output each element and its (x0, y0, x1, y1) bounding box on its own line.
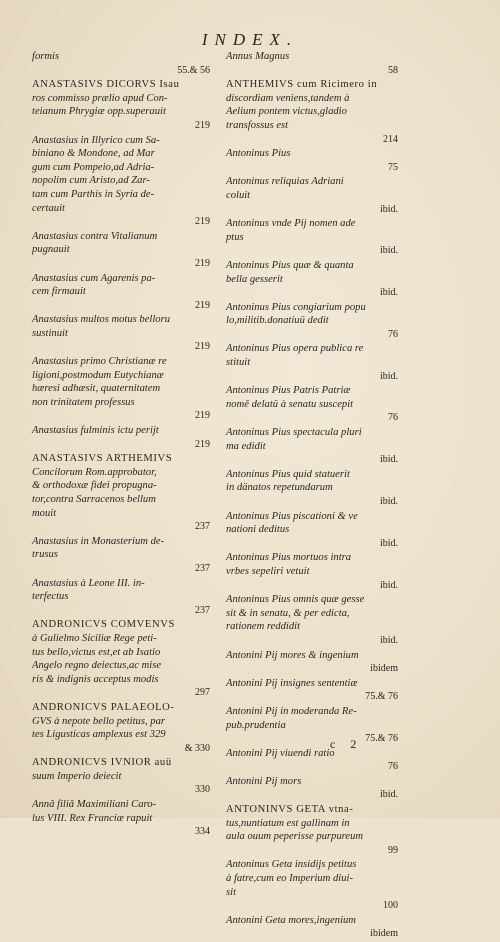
page-reference: 237 (195, 604, 210, 616)
page-reference: 334 (195, 826, 210, 838)
entry-line: Anastasius contra Vitalianum (32, 230, 158, 242)
entry-line: tes Ligusticas amplexus est 329 (32, 729, 166, 741)
index-entry (32, 230, 216, 271)
index-entry (226, 551, 404, 592)
entry-line: à fatre,cum eo Imperium diui- (226, 873, 354, 885)
entry-line: lo,militib.donatiuü dedit (226, 315, 329, 327)
index-entry (226, 426, 404, 467)
entry-line: coluit (226, 189, 251, 201)
page-reference: 219 (195, 410, 210, 422)
entry-line: Anastasius fulminis ictu perijt (32, 425, 159, 437)
entry-line: Antoninus Pius quæ & quanta (226, 259, 354, 271)
entry-line: trusus (32, 549, 58, 561)
entry-line: pub.prudentia (226, 719, 286, 731)
entry-line: rationem reddidit (226, 621, 301, 633)
entry-line: Antoninus reliquias Adriani (226, 176, 344, 188)
entry-line: sustinuit (32, 327, 68, 339)
page-reference: 58 (388, 64, 398, 76)
index-entry (32, 798, 216, 839)
entry-line: Antoninus Pius spectacula pluri (226, 427, 362, 439)
page-reference: ibid. (379, 203, 398, 215)
entry-line: Antoninus Pius opera publica re (226, 343, 364, 355)
entry-line: in dänatos repetundarum (226, 482, 333, 494)
entry-line: Annâ filiâ Maximiliani Caro- (32, 799, 157, 811)
entry-line: ANDRONICVS COMVENVS (32, 619, 175, 631)
entry-line: Concilorum Rom.approbator, (32, 466, 157, 478)
page-reference: ibid. (379, 370, 398, 382)
index-entry (226, 50, 404, 77)
entry-line: nopolim cum Aristo,ad Zar- (32, 175, 150, 187)
entry-line: Antoninus Geta insidijs petitus (226, 859, 357, 871)
entry-line: ANTONINVS GETA vtna- (226, 804, 354, 816)
page-reference: 76 (388, 412, 398, 424)
page-reference: ibid. (379, 454, 398, 466)
page-reference: 219 (195, 341, 210, 353)
index-entry (32, 577, 216, 618)
left-index-column (32, 50, 216, 840)
entry-line: gum cum Pompeio,ad Adria- (32, 161, 155, 173)
index-entry (226, 747, 404, 774)
page-reference: & 330 (184, 742, 210, 754)
entry-line: vrbes sepeliri vetuit (226, 565, 310, 577)
entry-line: tor,contra Sarracenos bellum (32, 494, 156, 505)
index-entry (32, 50, 216, 77)
index-entry (226, 705, 404, 746)
index-entry (32, 134, 216, 229)
entry-line: Anastasius in Monasterium de- (32, 535, 165, 547)
entry-line: sit (226, 886, 237, 898)
page-reference: 75.& 76 (365, 691, 398, 703)
entry-line: Antonini Pij viuendi ratio (226, 747, 335, 759)
page-reference: 219 (195, 438, 210, 450)
entry-line: Antoninus Pius (226, 148, 291, 160)
right-index-column (226, 50, 404, 942)
page-reference: 219 (195, 119, 210, 131)
index-entry (226, 677, 404, 704)
page-reference: 99 (388, 844, 398, 856)
entry-line: sit & in senatu, & per edicta, (226, 607, 350, 619)
entry-line: Antoninus Pius mortuos intra (226, 552, 352, 564)
entry-line: terfectus (32, 591, 69, 603)
index-entry (226, 468, 404, 509)
entry-line: certauit (32, 202, 65, 214)
entry-line: ptus (226, 231, 244, 243)
entry-line: mouit (32, 507, 57, 519)
page-reference: 219 (195, 299, 210, 311)
entry-line: Anastasius multos motus belloru (32, 314, 171, 326)
entry-line: bella gesserit (226, 273, 283, 285)
page-reference: 219 (195, 216, 210, 228)
entry-line: suum Imperio deiecit (32, 770, 122, 782)
page-reference: 237 (195, 521, 210, 533)
page-reference: ibid. (379, 245, 398, 257)
index-entry (226, 175, 404, 216)
signature-mark: c 2 (330, 737, 363, 751)
page-reference: 55.& 56 (177, 64, 210, 76)
page-reference: ibid. (379, 789, 398, 801)
entry-line: transfossus est (226, 119, 289, 131)
entry-line: ros commisso prælio apud Con- (32, 92, 168, 104)
entry-line: stituit (226, 357, 251, 369)
entry-line: Anastasius in Illyrico cum Sa- (32, 134, 160, 146)
entry-line: ligioni,postmodum Eutychianæ (32, 369, 164, 381)
entry-line: Annus Magnus (226, 51, 290, 62)
index-entry (226, 78, 404, 146)
page-reference: ibidem (370, 663, 398, 675)
index-entry (226, 803, 404, 857)
index-entry (32, 424, 216, 451)
page-reference: ibid. (379, 634, 398, 646)
index-entry (32, 701, 216, 755)
index-entry (226, 384, 404, 425)
page-reference: ibid. (379, 287, 398, 299)
index-entry (226, 510, 404, 551)
index-entry (32, 78, 216, 132)
entry-line: Antonini Pij mores & ingenium (226, 649, 359, 661)
index-entry (226, 914, 404, 941)
index-entry (32, 313, 216, 354)
entry-line: Antonini Pij insignes sententiæ (226, 677, 358, 689)
page-reference: 75 (388, 161, 398, 173)
index-entry (226, 259, 404, 300)
entry-line: Aelium pontem victus,gladio (226, 106, 347, 118)
entry-line: à Gulielmo Siciliæ Rege peti- (32, 632, 157, 644)
entry-line: non trinitatem professus (32, 396, 135, 408)
entry-line: teianum Phrygiæ opp.superauit (32, 106, 166, 118)
entry-line: tus,nuntiatum est gallinam in (226, 817, 350, 829)
entry-line: Angelo regno deiectus,ac mise (32, 660, 162, 672)
index-entry (226, 301, 404, 342)
entry-line: Antoninus Pius Patris Patriæ (226, 385, 351, 397)
entry-line: Antonini Pij in moderanda Re- (226, 705, 357, 717)
entry-line: nomê delatü à senatu suscepit (226, 398, 354, 410)
entry-line: Anastasius à Leone III. in- (32, 577, 145, 589)
page-reference: 237 (195, 562, 210, 574)
index-entry (32, 452, 216, 534)
page-reference: ibid. (379, 579, 398, 591)
entry-line: ANTHEMIVS cum Ricimero in (226, 79, 378, 91)
entry-line: Anastasius primo Christianæ re (32, 356, 167, 368)
entry-line: tam cum Parthis in Syria de- (32, 188, 155, 200)
entry-line: Antoninus Pius quid statuerit (226, 468, 350, 480)
entry-line: ANDRONICVS IVNIOR auü (32, 757, 172, 769)
page-reference: 100 (383, 900, 398, 912)
index-entry (32, 272, 216, 313)
index-entry (226, 858, 404, 912)
index-entry (32, 355, 216, 423)
entry-line: Anastasius cum Agarenis pa- (32, 272, 156, 284)
entry-line: Antoninus vnde Pij nomen ade (226, 218, 356, 230)
page-header: INDEX. (201, 30, 299, 49)
entry-line: lus VIII. Rex Franciæ rapuit (32, 812, 153, 824)
index-entry (32, 535, 216, 576)
index-entry (226, 342, 404, 383)
page-reference: 75.& 76 (365, 733, 398, 745)
page-reference: ibidem (370, 928, 398, 940)
entry-line: discordiam veniens,tandem à (226, 92, 350, 104)
index-entry (226, 593, 404, 647)
entry-line: Antonini Pij mors (226, 775, 302, 787)
page-reference: 76 (388, 328, 398, 340)
index-entry (226, 775, 404, 802)
entry-line: nationi deditus (226, 524, 290, 536)
entry-line: Antoninus Pius omnis quæ gesse (226, 594, 365, 606)
entry-line: Antoninus Pius congiarium popu (226, 301, 366, 313)
entry-line: cem firmauit (32, 286, 86, 298)
entry-line: pugnauit (32, 244, 70, 256)
page-reference: 219 (195, 257, 210, 269)
entry-line: ris & indignis acceptus modis (32, 673, 159, 685)
entry-line: ANDRONICVS PALAEOLO- (32, 701, 175, 713)
entry-line: ANASTASIVS ARTHEMIVS (32, 453, 173, 465)
entry-line: ANASTASIVS DICORVS Isau (32, 79, 180, 91)
index-entry (226, 147, 404, 174)
index-entry (226, 217, 404, 258)
entry-line: Antoninus Pius piscationi & ve (226, 510, 358, 522)
index-entry (226, 649, 404, 676)
entry-line: aula ouum peperisse purpureum (226, 831, 364, 843)
entry-line: biniano & Mondone, ad Mar (32, 148, 155, 160)
page-reference: 214 (383, 133, 398, 145)
entry-line: formis (32, 51, 60, 62)
entry-line: & orthodoxæ fidei propugna- (32, 480, 157, 492)
entry-line: tus bello,victus est,et ab Isatio (32, 646, 161, 658)
entry-line: Antonini Geta mores,ingenium (226, 914, 356, 926)
page-reference: 76 (388, 761, 398, 773)
index-entry (32, 618, 216, 700)
page-reference: ibid. (379, 537, 398, 549)
index-entry (32, 756, 216, 797)
entry-line: hæresi adhæsit, quaternitatem (32, 383, 161, 395)
page-reference: 330 (195, 784, 210, 796)
entry-line: ma edidit (226, 440, 266, 452)
entry-line: GVS à nepote bello petitus, par (32, 715, 165, 727)
page-reference: ibid. (379, 496, 398, 507)
page-reference: 297 (195, 687, 210, 699)
